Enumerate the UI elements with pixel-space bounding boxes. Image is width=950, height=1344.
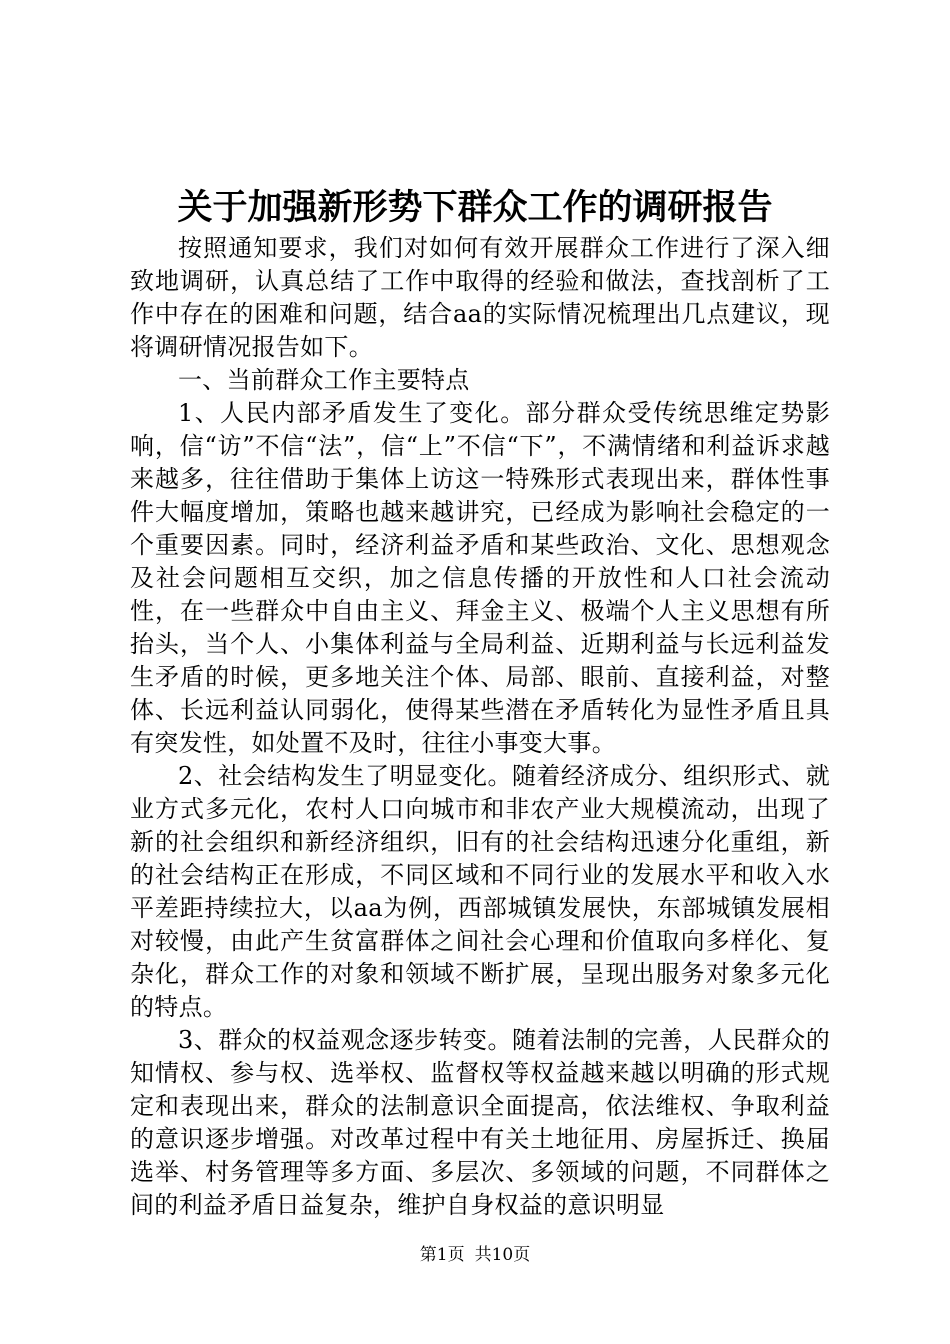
page-number: 第1页 — [419, 1245, 465, 1265]
page-footer — [0, 1244, 950, 1266]
document-body — [130, 232, 830, 1222]
paragraph-point-3: 3、群众的权益观念逐步转变。随着法制的完善，人民群众的知情权、参与权、选举权、监督权等权益越来越以明确的形式规定和表现出来，群众的法制意识全面提高，依法维权、争取利益的意识逐步增强。对改革过程中有关土地征用、房屋拆迁、换届选举、村务管理等多方面、多层次、多领域的问题，不同群体之间的利益矛盾日益复杂，维护自身权益的意识明显 — [130, 1026, 830, 1219]
paragraph-intro: 按照通知要求，我们对如何有效开展群众工作进行了深入细致地调研，认真总结了工作中取得的经验和做法，查找剖析了工作中存在的困难和问题，结合aa的实际情况梳理出几点建议，现将调研情况报告如下。 — [130, 234, 830, 361]
document-title: 关于加强新形势下群众工作的调研报告 — [177, 187, 773, 228]
section-heading: 一、当前群众工作主要特点 — [178, 366, 470, 394]
paragraph-point-2: 2、社会结构发生了明显变化。随着经济成分、组织形式、就业方式多元化，农村人口向城市和非农产业大规模流动，出现了新的社会组织和新经济组织，旧有的社会结构迅速分化重组，新的社会结构正在形成，不同区域和不同行业的发展水平和收入水平差距持续拉大，以aa为例，西部城镇发展快，东部城镇发展相对较慢，由此产生贫富群体之间社会心理和价值取向多样化、复杂化，群众工作的对象和领域不断扩展，呈现出服务对象多元化的特点。 — [130, 762, 830, 1021]
paragraph-point-1: 1、人民内部矛盾发生了变化。部分群众受传统思维定势影响，信“访”不信“法”，信“上”不信“下”，不满情绪和利益诉求越来越多，往往借助于集体上访这一特殊形式表现出来，群体性事件大幅度增加，策略也越来越讲究，已经成为影响社会稳定的一个重要因素。同时，经济利益矛盾和某些政治、文化、思想观念及社会问题相互交织，加之信息传播的开放性和人口社会流动性，在一些群众中自由主义、拜金主义、极端个人主义思想有所抬头，当个人、小集体利益与全局利益、近期利益与长远利益发生矛盾的时候，更多地关注个体、局部、眼前、直接利益，对整体、长远利益认同弱化，使得某些潜在矛盾转化为显性矛盾且具有突发性，如处置不及时，往往小事变大事。 — [130, 399, 830, 757]
page-total: 共10页 — [474, 1245, 531, 1265]
